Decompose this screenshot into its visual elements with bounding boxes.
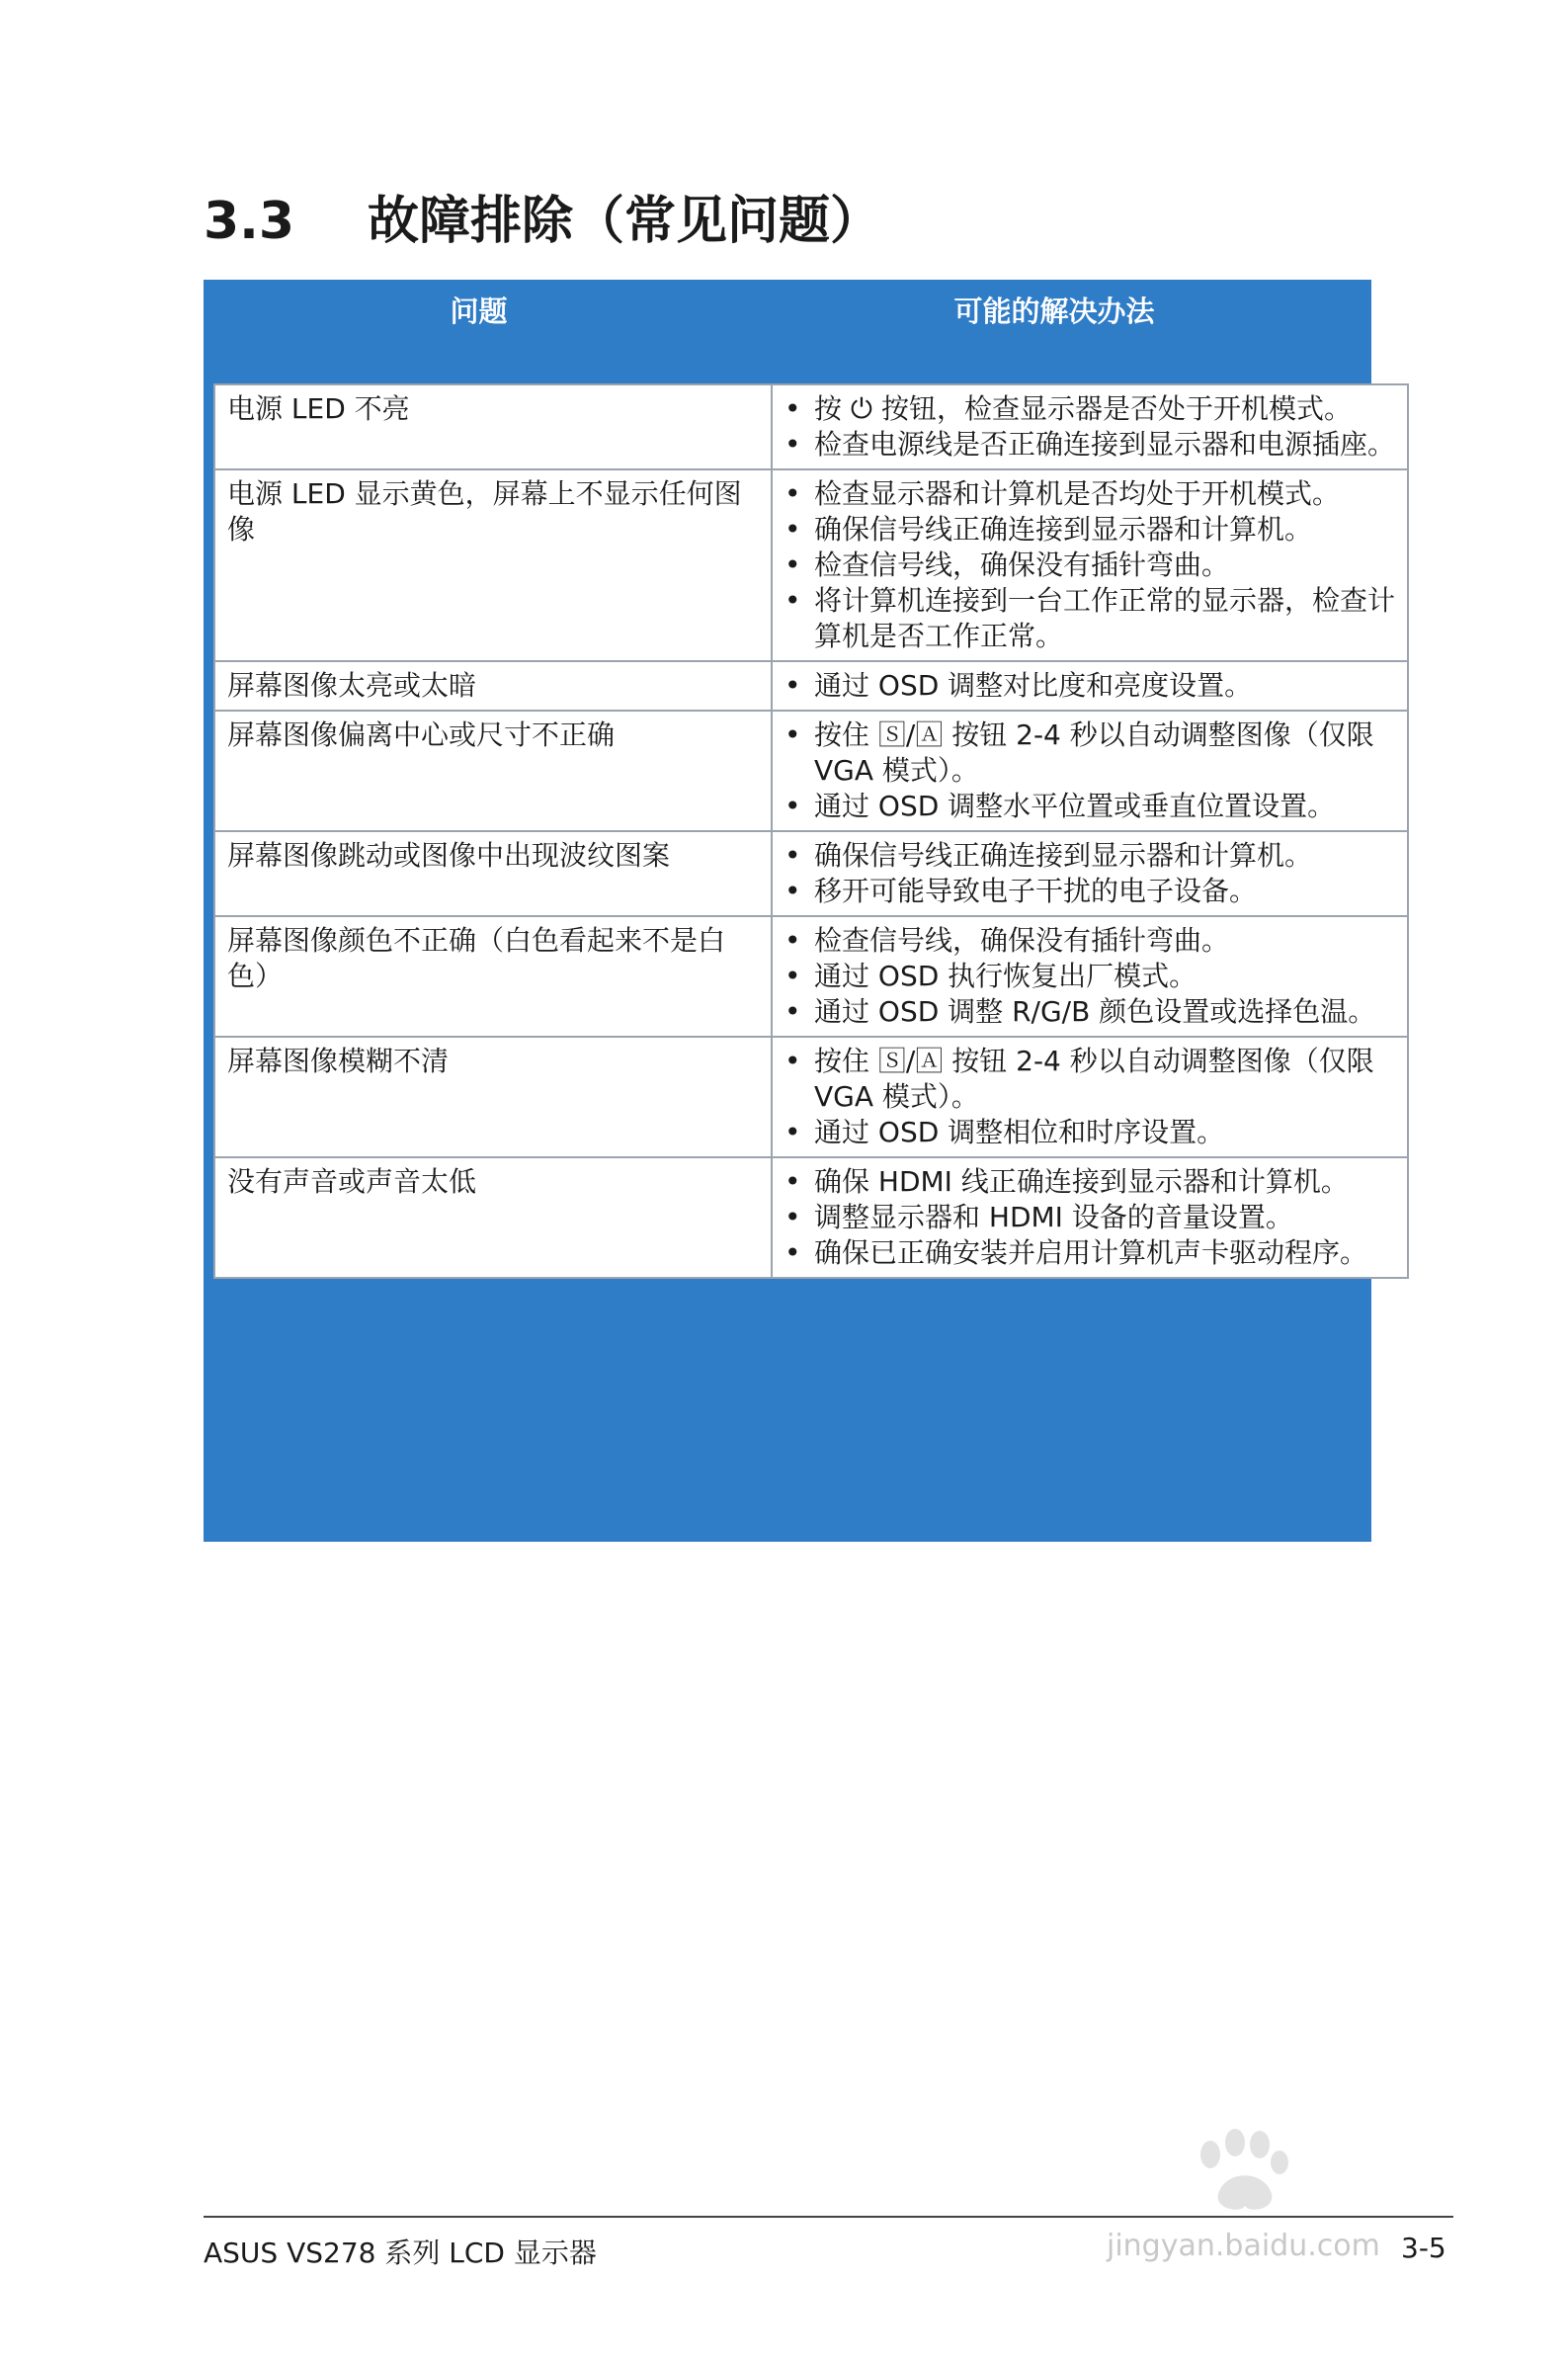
problem-text: 屏幕图像模糊不清 bbox=[227, 1045, 450, 1077]
solution-list bbox=[783, 1164, 1397, 1271]
solution-list bbox=[783, 923, 1397, 1030]
solution-item: • 确保信号线正确连接到显示器和计算机。 bbox=[783, 512, 1397, 548]
problem-cell bbox=[214, 1037, 772, 1157]
table-row bbox=[214, 384, 1408, 469]
table-row bbox=[214, 831, 1408, 916]
problem-text: 屏幕图像跳动或图像中出现波纹图案 bbox=[227, 839, 671, 872]
table-row bbox=[214, 661, 1408, 711]
table-row bbox=[214, 1037, 1408, 1157]
solution-item: • 通过 OSD 调整相位和时序设置。 bbox=[783, 1115, 1397, 1150]
section-number: 3.3 bbox=[204, 192, 295, 251]
solution-cell bbox=[772, 661, 1408, 711]
solution-item: • 检查信号线，确保没有插针弯曲。 bbox=[783, 923, 1397, 959]
solution-item: • 按 ⏻ 按钮，检查显示器是否处于开机模式。 bbox=[783, 391, 1397, 427]
solution-item: • 将计算机连接到一台工作正常的显示器，检查计算机是否工作正常。 bbox=[783, 583, 1397, 654]
page-number: 3-5 bbox=[1401, 2232, 1446, 2264]
header-problem: 问题 bbox=[450, 295, 508, 328]
troubleshooting-table bbox=[204, 280, 1396, 1542]
problem-text: 屏幕图像偏离中心或尺寸不正确 bbox=[227, 718, 616, 751]
solution-cell bbox=[772, 711, 1408, 831]
problem-cell bbox=[214, 384, 772, 469]
table-header bbox=[204, 280, 1371, 383]
solution-list bbox=[783, 391, 1397, 463]
watermark-url: jingyan.baidu.com bbox=[1107, 2229, 1380, 2263]
solution-cell bbox=[772, 831, 1408, 916]
solution-item: • 确保已正确安装并启用计算机声卡驱动程序。 bbox=[783, 1235, 1397, 1271]
solution-item: • 按住 🅂/🄰 按钮 2-4 秒以自动调整图像（仅限 VGA 模式）。 bbox=[783, 1044, 1397, 1115]
problem-text: 没有声音或声音太低 bbox=[227, 1165, 477, 1198]
solution-list bbox=[783, 838, 1397, 909]
solution-item: • 移开可能导致电子干扰的电子设备。 bbox=[783, 874, 1397, 909]
baidu-paw-logo-icon bbox=[1102, 2115, 1467, 2224]
solution-item: • 检查信号线，确保没有插针弯曲。 bbox=[783, 548, 1397, 583]
problem-text: 电源 LED 显示黄色，屏幕上不显示任何图像 bbox=[227, 477, 742, 546]
solution-item: • 确保 HDMI 线正确连接到显示器和计算机。 bbox=[783, 1164, 1397, 1200]
table-row bbox=[214, 469, 1408, 661]
solution-list bbox=[783, 476, 1397, 654]
table-body bbox=[213, 383, 1409, 1279]
solution-item: • 按住 🅂/🄰 按钮 2-4 秒以自动调整图像（仅限 VGA 模式）。 bbox=[783, 718, 1397, 789]
footer-product: ASUS VS278 系列 LCD 显示器 bbox=[204, 2237, 597, 2269]
section-heading bbox=[204, 188, 881, 255]
solution-list bbox=[783, 718, 1397, 824]
solution-cell bbox=[772, 384, 1408, 469]
solution-item: • 检查电源线是否正确连接到显示器和电源插座。 bbox=[783, 427, 1397, 463]
solution-cell bbox=[772, 916, 1408, 1037]
solution-cell bbox=[772, 469, 1408, 661]
solution-cell bbox=[772, 1037, 1408, 1157]
problem-cell bbox=[214, 1157, 772, 1278]
table-row bbox=[214, 1157, 1408, 1278]
problem-text: 屏幕图像颜色不正确（白色看起来不是白色） bbox=[227, 924, 726, 992]
section-title: 故障排除（常见问题） bbox=[368, 192, 882, 251]
solution-cell bbox=[772, 1157, 1408, 1278]
solution-item: • 通过 OSD 调整 R/G/B 颜色设置或选择色温。 bbox=[783, 994, 1397, 1030]
solution-list bbox=[783, 668, 1397, 704]
solution-item: • 调整显示器和 HDMI 设备的音量设置。 bbox=[783, 1200, 1397, 1235]
problem-cell bbox=[214, 831, 772, 916]
problem-cell bbox=[214, 661, 772, 711]
solution-item: • 通过 OSD 调整水平位置或垂直位置设置。 bbox=[783, 789, 1397, 824]
solution-item: • 检查显示器和计算机是否均处于开机模式。 bbox=[783, 476, 1397, 512]
problem-cell bbox=[214, 711, 772, 831]
solution-item: • 通过 OSD 执行恢复出厂模式。 bbox=[783, 959, 1397, 994]
header-solution: 可能的解决办法 bbox=[953, 295, 1155, 328]
problem-cell bbox=[214, 469, 772, 661]
solution-item: • 确保信号线正确连接到显示器和计算机。 bbox=[783, 838, 1397, 874]
solution-item: • 通过 OSD 调整对比度和亮度设置。 bbox=[783, 668, 1397, 704]
problem-text: 屏幕图像太亮或太暗 bbox=[227, 669, 477, 702]
table-row bbox=[214, 711, 1408, 831]
problem-cell bbox=[214, 916, 772, 1037]
table-row bbox=[214, 916, 1408, 1037]
solution-list bbox=[783, 1044, 1397, 1150]
problem-text: 电源 LED 不亮 bbox=[227, 392, 410, 425]
